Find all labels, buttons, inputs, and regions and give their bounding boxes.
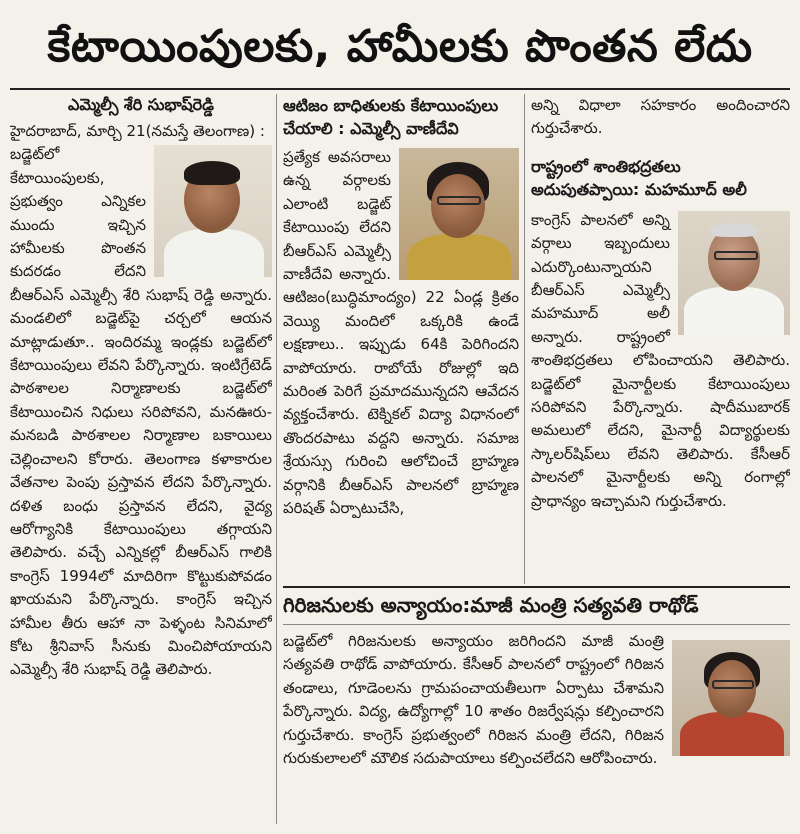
article-continuation: అన్ని విధాలా సహకారం అందించారని గుర్తుచేశారు. [531,96,790,138]
article-body: ప్రత్యేక అవసరాలు ఉన్న వర్గాలకు ఎలాంటి బడ్జెట్ కేటాయింపు లేదని బీఆర్‌ఎస్ ఎమ్మెల్సీ వాణీదేవి అన్నారు. ఆటిజం(బుద్ధిమాంద్యం) 22 ఏండ్ల క్రితం వెయ్యి మందిలో ఒక్కరికి ఉండే లక్షణాలు.. ఇప్పుడు 64కి పెరిగిందని వాపోయారు. రాబోయే రోజుల్లో ఇది మరింత పెరిగే ప్రమాదమున్నదని ఆవేదన వ్యక్తంచేశారు. టెక్నికల్ విద్యా విధానంలో తొందరపాటు వద్దని అన్నారు. సమాజ శ్రేయస్సు గురించి ఆలోచించే బ్రాహ్మణ వర్గానికి బీఆర్‌ఎస్ పాలనలో బ్రాహ్మణ పరిషత్ ఏర్పాటుచేసి, [283,148,519,518]
photo-vani-devi [399,148,519,280]
article-body: బడ్జెట్‌లో కేటాయింపులకు, ప్రభుత్వం ఎన్నికల ముందు ఇచ్చిన హామీలకు పొంతన కుదరడం లేదని బీఆర్‌ఎస్ ఎమ్మెల్సీ శేరి సుభాష్ రెడ్డి అన్నారు. మండలిలో బడ్జెట్‌పై చర్చలో ఆయన మాట్లాడుతూ.. ఇందిరమ్మ ఇండ్లకు బడ్జెట్‌లో కేటాయింపులు లేవని పేర్కొన్నారు. ఇంటిగ్రేటెడ్ పాఠశాలల నిర్మాణాలకు బడ్జెట్‌లో కేటాయించిన నిధులు సరిపోవని, మనఊరు-మనబడి పాఠశాలల నిర్మాణాల బకాయిలు చెల్లించాలని కోరారు. తెలంగాణ కళాకారుల వేతనాల పెంపు ప్రస్తావన లేదని పేర్కొన్నారు. దళిత బంధు ప్రస్తావన లేదని, వైద్య ఆరోగ్యానికి కేటాయింపులు తగ్గాయని తెలిపారు. వచ్చే ఎన్నికల్లో బీఆర్‌ఎస్ గాలికి కాంగ్రెస్ 1994లో మాదిరిగా కొట్టుకుపోవడం ఖాయమని పేర్కొన్నారు. కాంగ్రెస్ ఇచ్చిన హామీల తీరు ఆహా నా పెళ్ళంట సినిమాలో కోట శ్రీనివాస్ సీనుకు మించిపోయాయని ఎమ్మెల్సీ శేరి సుభాష్ రెడ్డి తెలిపారు. [10,145,272,679]
byline: ఎమ్మెల్సీ శేరి సుభాష్‌రెడ్డి [68,95,214,114]
subhead-autism: ఆటిజం బాధితులకు కేటాయింపులు చేయాలి : ఎమ్మెల్సీ వాణీదేవి [283,96,499,138]
column-satyavathi-rathod [283,630,790,826]
section-title-tribals: గిరిజనులకు అన్యాయం:మాజీ మంత్రి సత్యవతి రాథోడ్ [283,593,699,617]
article-body: కాంగ్రెస్ పాలనలో అన్ని వర్గాలు ఇబ్బందులు ఎదుర్కొంటున్నాయని బీఆర్‌ఎస్ ఎమ్మెల్సీ మహమూద్ అలీ అన్నారు. రాష్ట్రంలో శాంతిభద్రతలు లోపించాయని తెలిపారు. బడ్జెట్‌లో మైనార్టీలకు కేటాయింపులు సరిపోవని పేర్కొన్నారు. షాదీముబారక్ అమలులో లేదని, మైనార్టీ విద్యార్థులకు స్కాలర్‌షిప్‌లు లేవని తెలిపారు. కేసీఆర్ పాలనలో మైనార్టీలకు అన్ని రంగాల్లో ప్రాధాన్యం ఇచ్చామని గుర్తుచేశారు. [531,210,790,510]
subhead-law-order: రాష్ట్రంలో శాంతిభద్రతలు అదుపుతప్పాయి: మహమూద్ అలీ [531,156,747,199]
page-headline: కేటాయింపులకు, హామీలకు పొంతన లేదు [47,21,753,72]
column-divider [276,94,277,824]
article-body: బడ్జెట్‌లో గిరిజనులకు అన్యాయం జరిగిందని మాజీ మంత్రి సత్యవతి రాథోడ్ వాపోయారు. కేసీఆర్ పాలనలో రాష్ట్రంలో గిరిజన తండాలు, గూడెంలను గ్రామపంచాయతీలుగా ఏర్పాటు చేశామని పేర్కొన్నారు. విద్య, ఉద్యోగాల్లో 10 శాతం రిజర్వేషన్లు కల్పించారని గుర్తుచేశారు. కాంగ్రెస్ ప్రభుత్వంలో గిరిజన మంత్రి లేదని, గిరిజన గురుకులాలలో మౌలిక సదుపాయాలు కల్పించలేదని ఆరోపించారు. [283,632,664,768]
photo-satyavathi-rathod [672,640,790,756]
dateline: హైదరాబాద్, మార్చి 21(నమస్తే తెలంగాణ) : [10,122,265,140]
column-mahmood-ali [531,94,790,584]
column-subhash-reddy [10,94,272,824]
column-divider [524,94,525,584]
column-vani-devi [283,94,519,584]
section-divider [283,624,790,625]
photo-subhash-reddy [154,145,272,277]
photo-mahmood-ali [678,211,790,335]
headline-divider [10,88,790,90]
